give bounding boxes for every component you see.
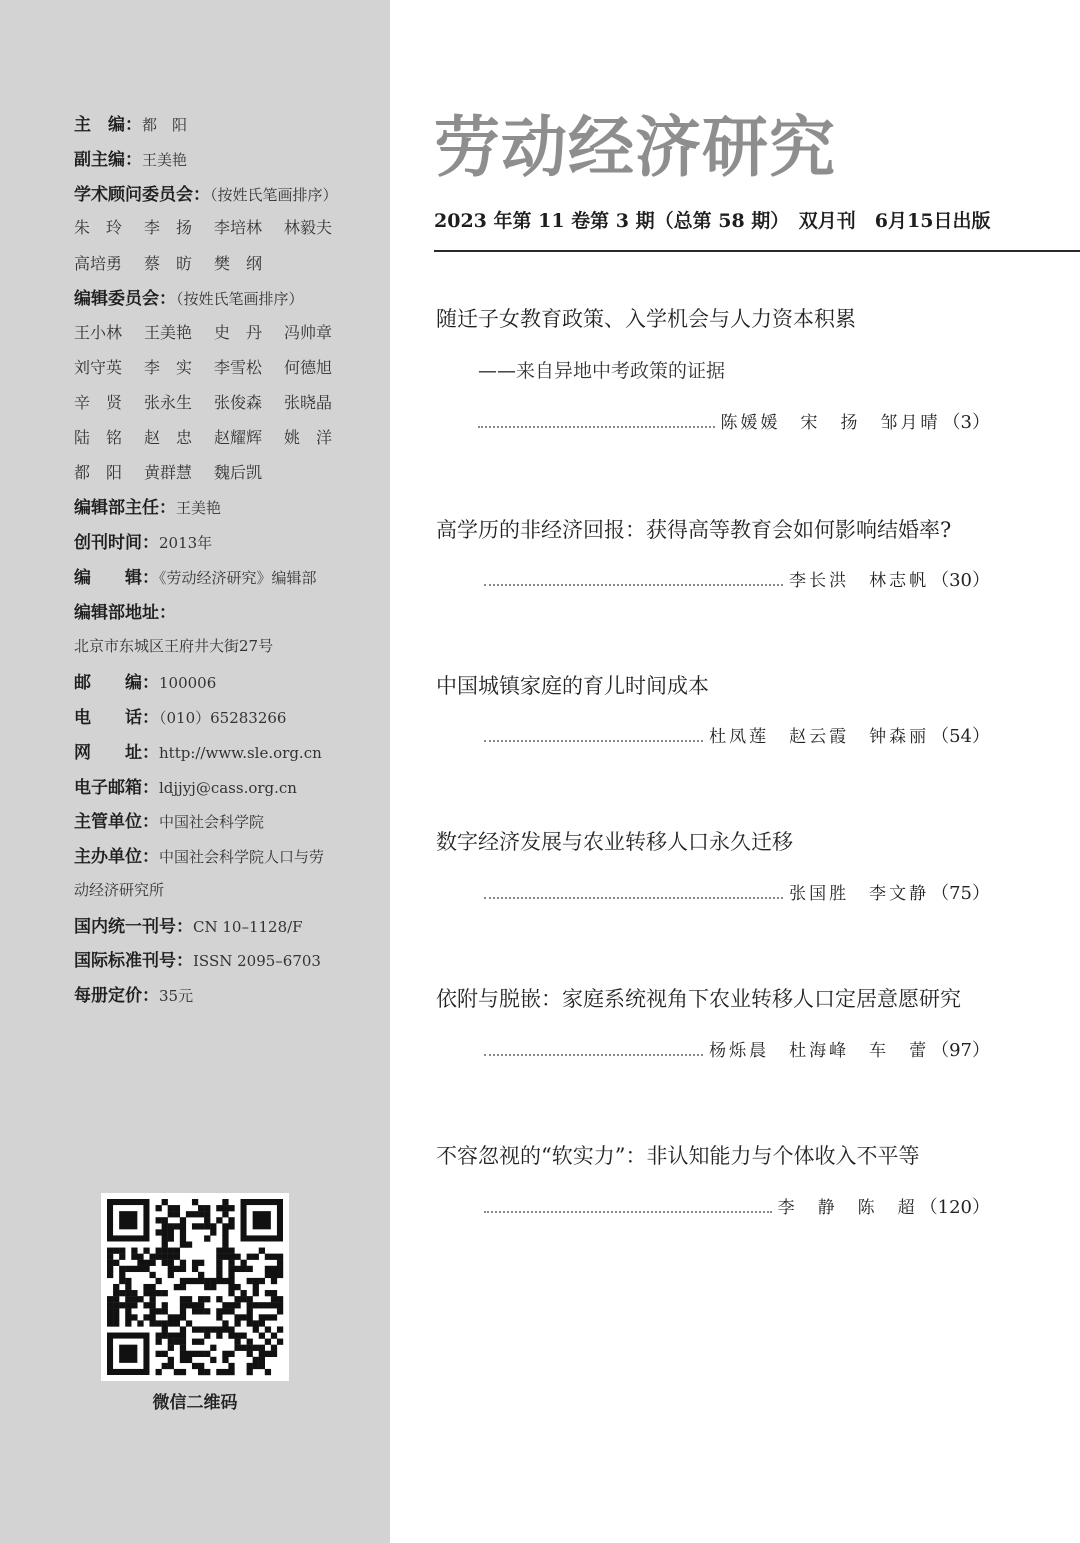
qr-code-graphic [101,1193,289,1381]
editor-dept: 编 辑：《劳动经济研究》编辑部 [74,568,317,588]
article-authors: 李长洪 林志帆 [789,571,930,591]
editorial-names-row: 刘守英 李 实 李雪松 何德旭 [74,358,333,377]
article-byline [484,722,990,748]
price: 每册定价：35元 [74,986,194,1006]
leader-dots [484,730,703,742]
article-page[interactable]: （54） [931,726,990,747]
leader-dots [478,416,715,428]
article-authors: 张国胜 李文静 [789,884,930,904]
article-page[interactable]: （30） [931,570,990,591]
article-authors: 杜凤莲 赵云霞 钟森丽 [709,727,930,747]
advisory-board-heading: 学术顾问委员会：（按姓氏笔画排序） [74,185,338,205]
article-title[interactable]: 中国城镇家庭的育儿时间成本 [436,674,709,698]
website: 网 址：http://www.sle.org.cn [74,743,322,763]
advisory-names-row: 朱 玲 李 扬 李培林 林毅夫 [74,218,333,237]
sponsor-unit-cont: 动经济研究所 [74,881,165,899]
dept-director: 编辑部主任：王美艳 [74,498,222,518]
article-title[interactable]: 数字经济发展与农业转移人口永久迁移 [436,830,793,854]
article-page[interactable]: （120） [919,1197,990,1218]
qr-caption: 微信二维码 [152,1393,238,1413]
article-byline [484,1193,990,1219]
journal-title: 劳动经济研究 [434,109,836,186]
leader-dots [484,574,783,586]
issue-line: 2023 年第 11 卷第 3 期（总第 58 期） 双月刊 6月15日出版 [434,210,991,232]
editorial-names-row: 辛 贤 张永生 张俊森 张晓晶 [74,393,333,412]
postcode: 邮 编：100006 [74,673,217,693]
cn-number: 国内统一刊号：CN 10–1128/F [74,917,303,937]
sponsor-unit: 主办单位：中国社会科学院人口与劳 [74,847,325,867]
deputy-editor: 副主编：王美艳 [74,150,188,170]
article-byline [484,1036,990,1062]
leader-dots [484,1044,703,1056]
leader-dots [484,887,783,899]
article-title[interactable]: 不容忽视的“软实力”：非认知能力与个体收入不平等 [436,1144,920,1168]
article-authors: 陈媛媛 宋 扬 邹月晴 [720,413,941,433]
qr-code-icon[interactable] [101,1193,289,1381]
supervisor-unit: 主管单位：中国社会科学院 [74,812,265,832]
article-title[interactable]: 依附与脱嵌：家庭系统视角下农业转移人口定居意愿研究 [436,987,961,1011]
article-page[interactable]: （97） [931,1040,990,1061]
email: 电子邮箱：ldjjyj@cass.org.cn [74,778,297,798]
article-authors: 李 静 陈 超 [777,1198,918,1218]
founded-year: 创刊时间：2013年 [74,533,213,553]
article-page[interactable]: （3） [942,412,990,433]
masthead-sidebar [0,0,390,1543]
editor-in-chief: 主 编：都 阳 [74,115,188,135]
address-value: 北京市东城区王府井大街27号 [74,637,274,655]
editorial-board-heading: 编辑委员会：（按姓氏笔画排序） [74,289,304,309]
article-byline [484,879,990,905]
issn: 国际标准刊号：ISSN 2095–6703 [74,951,321,971]
phone: 电 话：（010）65283266 [74,708,287,728]
header-divider [434,250,1080,252]
address-label: 编辑部地址： [74,603,176,623]
article-title[interactable]: 高学历的非经济回报：获得高等教育会如何影响结婚率? [436,518,952,542]
editorial-names-row: 陆 铭 赵 忠 赵耀辉 姚 洋 [74,428,333,447]
advisory-names-row: 高培勇 蔡 昉 樊 纲 [74,254,263,273]
editorial-names-row: 都 阳 黄群慧 魏后凯 [74,463,263,482]
leader-dots [484,1201,772,1213]
article-subtitle: ——来自异地中考政策的证据 [478,360,726,382]
article-authors: 杨烁晨 杜海峰 车 蕾 [709,1041,930,1061]
article-title[interactable]: 随迁子女教育政策、入学机会与人力资本积累 [436,307,856,331]
article-byline [478,408,990,434]
editorial-names-row: 王小林 王美艳 史 丹 冯帅章 [74,323,333,342]
article-byline [484,566,990,592]
article-page[interactable]: （75） [931,883,990,904]
